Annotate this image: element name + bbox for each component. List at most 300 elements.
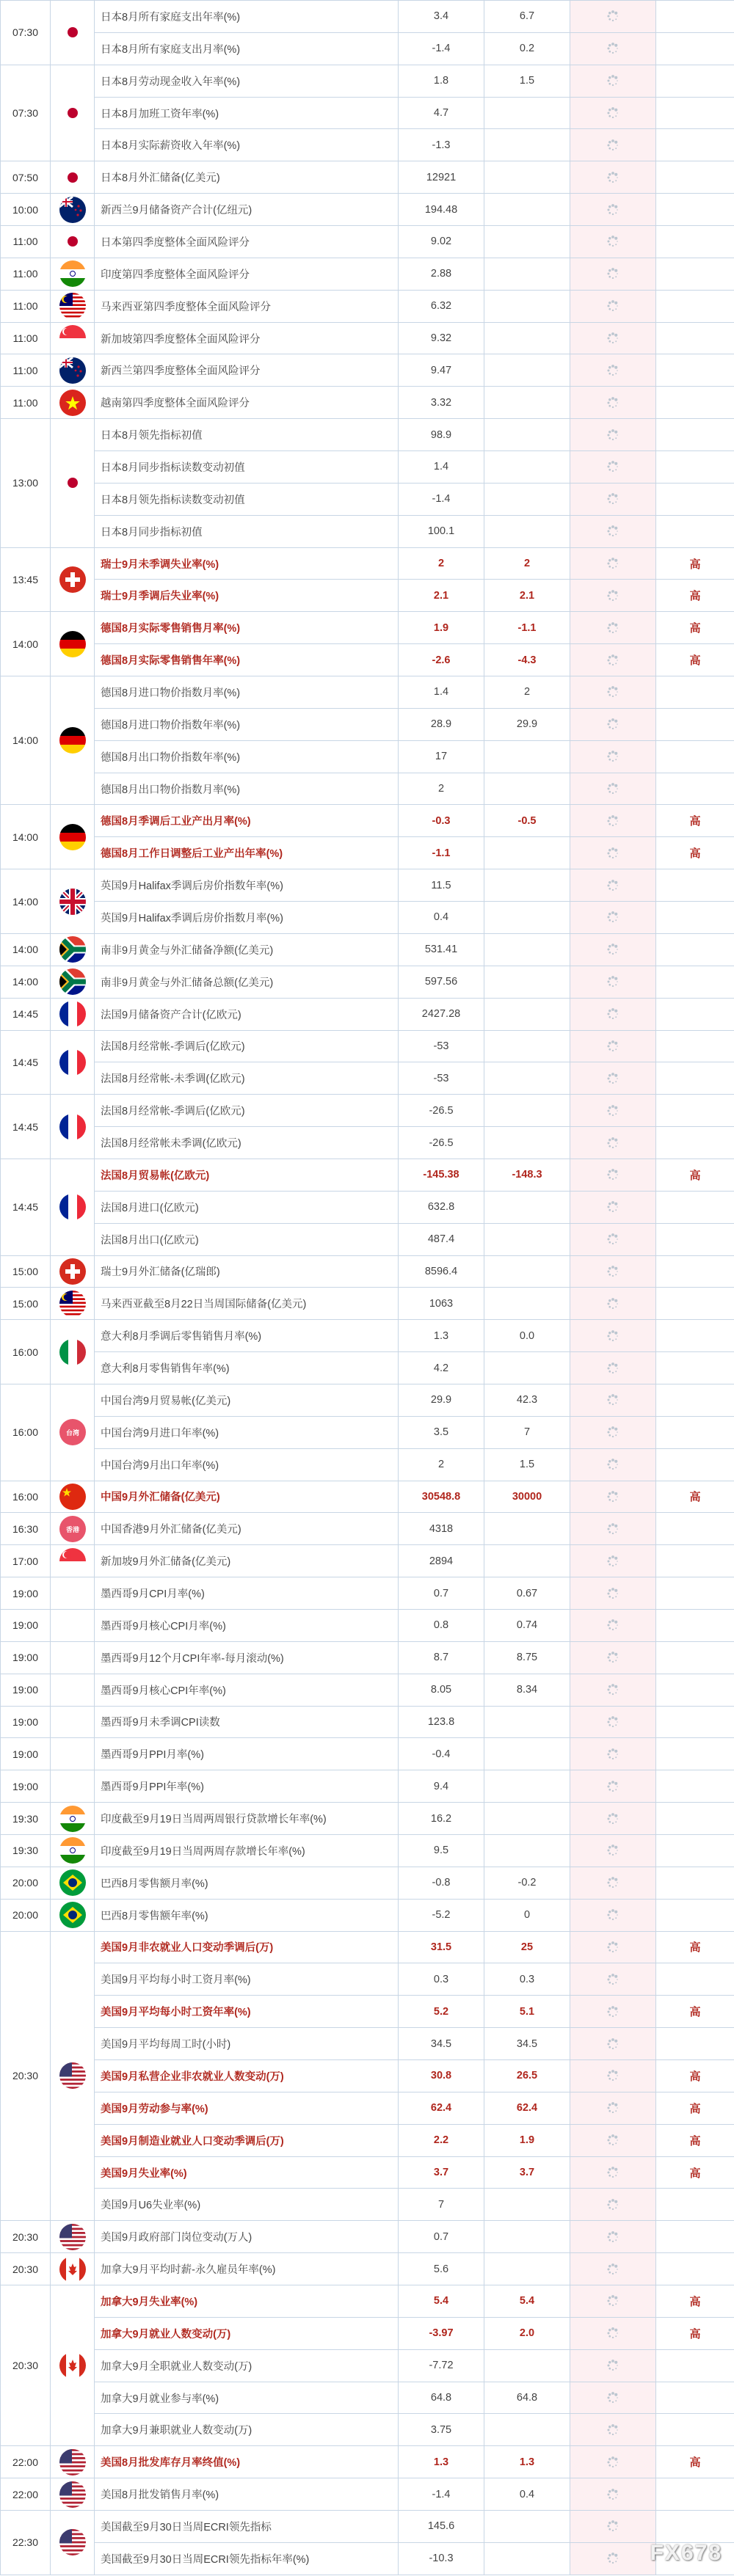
indicator-name[interactable]: 美国截至9月30日当周ECRI领先指标年率(%) bbox=[95, 2542, 399, 2575]
country-flag-cell bbox=[51, 290, 95, 322]
forecast-value bbox=[484, 740, 570, 773]
previous-value: -53 bbox=[399, 1030, 484, 1062]
calendar-row bbox=[1, 97, 734, 129]
indicator-name[interactable]: 法国8月经常帐未季调(亿欧元) bbox=[95, 1127, 399, 1159]
country-flag-cell bbox=[51, 1803, 95, 1835]
indicator-name[interactable]: 新加坡9月外汇储备(亿美元) bbox=[95, 1545, 399, 1577]
previous-value: 4318 bbox=[399, 1513, 484, 1545]
loading-spinner-icon bbox=[606, 1200, 619, 1214]
italy-flag-icon bbox=[59, 1339, 86, 1365]
china-flag-icon bbox=[59, 1484, 86, 1510]
actual-value-cell bbox=[570, 2060, 656, 2092]
actual-value-cell bbox=[570, 998, 656, 1030]
france-flag-icon bbox=[59, 1194, 86, 1220]
actual-value-cell bbox=[570, 1609, 656, 1641]
importance-label bbox=[656, 1320, 734, 1352]
indicator-name[interactable]: 法国8月经常帐-季调后(亿欧元) bbox=[95, 1030, 399, 1062]
previous-value: 3.5 bbox=[399, 1416, 484, 1448]
previous-value: 8.05 bbox=[399, 1674, 484, 1706]
forecast-value: 30000 bbox=[484, 1481, 570, 1513]
indicator-name[interactable]: 德国8月工作日调整后工业产出年率(%) bbox=[95, 837, 399, 869]
loading-spinner-icon bbox=[606, 621, 619, 635]
event-time: 14:00 bbox=[1, 933, 51, 966]
indicator-name[interactable]: 新西兰第四季度整体全面风险评分 bbox=[95, 354, 399, 387]
indicator-name[interactable]: 德国8月季调后工业产出月率(%) bbox=[95, 805, 399, 837]
actual-value-cell bbox=[570, 837, 656, 869]
forecast-value bbox=[484, 1095, 570, 1127]
importance-label bbox=[656, 740, 734, 773]
event-time: 11:00 bbox=[1, 387, 51, 419]
importance-label bbox=[656, 2349, 734, 2382]
indicator-name[interactable]: 瑞士9月未季调失业率(%) bbox=[95, 547, 399, 580]
event-time: 14:45 bbox=[1, 1159, 51, 1255]
importance-label bbox=[656, 708, 734, 740]
indicator-name[interactable]: 意大利8月季调后零售销售月率(%) bbox=[95, 1320, 399, 1352]
indicator-name[interactable]: 意大利8月零售销售年率(%) bbox=[95, 1352, 399, 1384]
importance-label bbox=[656, 387, 734, 419]
calendar-row bbox=[1, 1706, 734, 1738]
south-africa-flag-icon bbox=[59, 968, 86, 995]
indicator-name[interactable]: 日本8月领先指标初值 bbox=[95, 419, 399, 451]
calendar-row bbox=[1, 1834, 734, 1867]
united-states-flag-icon bbox=[59, 2529, 86, 2555]
united-states-flag-icon bbox=[59, 2062, 86, 2089]
importance-label bbox=[656, 1095, 734, 1127]
actual-value-cell bbox=[570, 1320, 656, 1352]
previous-value: 2.2 bbox=[399, 2124, 484, 2156]
country-flag-cell bbox=[51, 2285, 95, 2446]
calendar-row bbox=[1, 1577, 734, 1610]
indicator-name[interactable]: 德国8月实际零售销售年率(%) bbox=[95, 644, 399, 676]
event-time: 20:30 bbox=[1, 2221, 51, 2253]
forecast-value: 2.1 bbox=[484, 580, 570, 612]
forecast-value bbox=[484, 2349, 570, 2382]
forecast-value: 25 bbox=[484, 1931, 570, 1963]
loading-spinner-icon bbox=[606, 2166, 619, 2179]
actual-value-cell bbox=[570, 194, 656, 226]
importance-label bbox=[656, 2382, 734, 2414]
forecast-value bbox=[484, 387, 570, 419]
indicator-name[interactable]: 美国9月平均每小时工资年率(%) bbox=[95, 1996, 399, 2028]
loading-spinner-icon bbox=[606, 2391, 619, 2404]
indicator-name[interactable]: 印度第四季度整体全面风险评分 bbox=[95, 258, 399, 290]
actual-value-cell bbox=[570, 740, 656, 773]
importance-label: 高 bbox=[656, 1996, 734, 2028]
actual-value-cell bbox=[570, 1288, 656, 1320]
svg-text:台湾: 台湾 bbox=[65, 1430, 79, 1438]
indicator-name[interactable]: 德国8月进口物价指数年率(%) bbox=[95, 708, 399, 740]
loading-spinner-icon bbox=[606, 267, 619, 280]
previous-value: 194.48 bbox=[399, 194, 484, 226]
calendar-row bbox=[1, 258, 734, 290]
indicator-name[interactable]: 美国9月制造业就业人口变动季调后(万) bbox=[95, 2124, 399, 2156]
loading-spinner-icon bbox=[606, 589, 619, 602]
indicator-name[interactable]: 加拿大9月就业人数变动(万) bbox=[95, 2317, 399, 2349]
france-flag-icon bbox=[59, 1001, 86, 1027]
forecast-value: -1.1 bbox=[484, 612, 570, 644]
country-flag-cell bbox=[51, 1770, 95, 1803]
indicator-name[interactable]: 日本8月加班工资年率(%) bbox=[95, 97, 399, 129]
importance-label bbox=[656, 1803, 734, 1835]
indicator-name[interactable]: 巴西8月零售额月率(%) bbox=[95, 1867, 399, 1899]
fx678-watermark: FX678 bbox=[650, 2541, 722, 2565]
importance-label bbox=[656, 1867, 734, 1899]
previous-value: 28.9 bbox=[399, 708, 484, 740]
country-flag-cell bbox=[51, 1899, 95, 1931]
indicator-name[interactable]: 中国台湾9月出口年率(%) bbox=[95, 1448, 399, 1481]
actual-value-cell bbox=[570, 1513, 656, 1545]
new-zealand-flag-icon bbox=[59, 197, 86, 223]
forecast-value bbox=[484, 1803, 570, 1835]
event-time: 19:30 bbox=[1, 1834, 51, 1867]
importance-label bbox=[656, 1384, 734, 1416]
indicator-name[interactable]: 日本8月外汇储备(亿美元) bbox=[95, 161, 399, 194]
importance-label bbox=[656, 322, 734, 354]
actual-value-cell bbox=[570, 1191, 656, 1223]
loading-spinner-icon bbox=[606, 171, 619, 184]
calendar-row bbox=[1, 1996, 734, 2028]
forecast-value: 0.0 bbox=[484, 1320, 570, 1352]
calendar-row bbox=[1, 869, 734, 902]
south-africa-flag-icon bbox=[59, 936, 86, 963]
calendar-row bbox=[1, 1384, 734, 1416]
previous-value: -0.3 bbox=[399, 805, 484, 837]
indicator-name[interactable]: 日本8月所有家庭支出月率(%) bbox=[95, 32, 399, 65]
previous-value: -1.1 bbox=[399, 837, 484, 869]
indicator-name[interactable]: 墨西哥9月12个月CPI年率-每月滚动(%) bbox=[95, 1641, 399, 1674]
indicator-name[interactable]: 法国8月进口(亿欧元) bbox=[95, 1191, 399, 1223]
event-time: 14:00 bbox=[1, 805, 51, 869]
malaysia-flag-icon bbox=[59, 1291, 86, 1317]
calendar-row bbox=[1, 1191, 734, 1223]
japan-flag-icon bbox=[59, 470, 86, 496]
importance-label bbox=[656, 2189, 734, 2221]
calendar-row bbox=[1, 547, 734, 580]
indicator-name[interactable]: 日本第四季度整体全面风险评分 bbox=[95, 226, 399, 258]
calendar-row bbox=[1, 1899, 734, 1931]
event-time: 19:00 bbox=[1, 1770, 51, 1803]
indicator-name[interactable]: 加拿大9月兼职就业人数变动(万) bbox=[95, 2414, 399, 2446]
forecast-value: 34.5 bbox=[484, 2028, 570, 2060]
indicator-name[interactable]: 墨西哥9月CPI月率(%) bbox=[95, 1577, 399, 1610]
forecast-value bbox=[484, 290, 570, 322]
indicator-name[interactable]: 美国8月批发销售月率(%) bbox=[95, 2478, 399, 2511]
event-time: 11:00 bbox=[1, 322, 51, 354]
loading-spinner-icon bbox=[606, 1233, 619, 1246]
indicator-name[interactable]: 马来西亚第四季度整体全面风险评分 bbox=[95, 290, 399, 322]
indicator-name[interactable]: 墨西哥9月PPI年率(%) bbox=[95, 1770, 399, 1803]
forecast-value: 29.9 bbox=[484, 708, 570, 740]
country-flag-cell bbox=[51, 1095, 95, 1159]
event-time: 11:00 bbox=[1, 258, 51, 290]
indicator-name[interactable]: 德国8月进口物价指数月率(%) bbox=[95, 676, 399, 709]
previous-value: -7.72 bbox=[399, 2349, 484, 2382]
malaysia-flag-icon bbox=[59, 293, 86, 319]
event-time: 22:00 bbox=[1, 2446, 51, 2478]
loading-spinner-icon bbox=[606, 1941, 619, 1954]
importance-label bbox=[656, 226, 734, 258]
calendar-row bbox=[1, 2285, 734, 2318]
country-flag-cell bbox=[51, 161, 95, 194]
previous-value: 29.9 bbox=[399, 1384, 484, 1416]
indicator-name[interactable]: 墨西哥9月PPI月率(%) bbox=[95, 1738, 399, 1770]
indicator-name[interactable]: 加拿大9月全职就业人数变动(万) bbox=[95, 2349, 399, 2382]
actual-value-cell bbox=[570, 129, 656, 161]
country-flag-cell bbox=[51, 1288, 95, 1320]
loading-spinner-icon bbox=[606, 1522, 619, 1536]
calendar-row bbox=[1, 290, 734, 322]
loading-spinner-icon bbox=[606, 1973, 619, 1986]
indicator-name[interactable]: 法国8月贸易帐(亿欧元) bbox=[95, 1159, 399, 1191]
importance-label bbox=[656, 1899, 734, 1931]
actual-value-cell bbox=[570, 1931, 656, 1963]
previous-value: 34.5 bbox=[399, 2028, 484, 2060]
loading-spinner-icon bbox=[606, 1362, 619, 1375]
indicator-name[interactable]: 美国9月私营企业非农就业人数变动(万) bbox=[95, 2060, 399, 2092]
indicator-name[interactable]: 中国台湾9月进口年率(%) bbox=[95, 1416, 399, 1448]
indicator-name[interactable]: 越南第四季度整体全面风险评分 bbox=[95, 387, 399, 419]
indicator-name[interactable]: 墨西哥9月未季调CPI读数 bbox=[95, 1706, 399, 1738]
indicator-name[interactable]: 日本8月所有家庭支出年率(%) bbox=[95, 1, 399, 33]
loading-spinner-icon bbox=[606, 1393, 619, 1406]
indicator-name[interactable]: 瑞士9月外汇储备(亿瑞郎) bbox=[95, 1255, 399, 1288]
previous-value: 3.7 bbox=[399, 2156, 484, 2189]
previous-value: 2 bbox=[399, 773, 484, 805]
loading-spinner-icon bbox=[606, 1040, 619, 1053]
indicator-name[interactable]: 法国8月出口(亿欧元) bbox=[95, 1223, 399, 1255]
event-time: 11:00 bbox=[1, 354, 51, 387]
actual-value-cell bbox=[570, 258, 656, 290]
actual-value-cell bbox=[570, 515, 656, 547]
actual-value-cell bbox=[570, 676, 656, 709]
indicator-name[interactable]: 南非9月黄金与外汇储备总额(亿美元) bbox=[95, 966, 399, 998]
previous-value: 2.1 bbox=[399, 580, 484, 612]
actual-value-cell bbox=[570, 32, 656, 65]
loading-spinner-icon bbox=[606, 74, 619, 87]
indicator-name[interactable]: 瑞士9月季调后失业率(%) bbox=[95, 580, 399, 612]
loading-spinner-icon bbox=[606, 1780, 619, 1793]
forecast-value: 8.75 bbox=[484, 1641, 570, 1674]
loading-spinner-icon bbox=[606, 975, 619, 988]
actual-value-cell bbox=[570, 354, 656, 387]
indicator-name[interactable]: 美国8月批发库存月率终值(%) bbox=[95, 2446, 399, 2478]
event-time: 07:50 bbox=[1, 161, 51, 194]
indicator-name[interactable]: 中国香港9月外汇储备(亿美元) bbox=[95, 1513, 399, 1545]
indicator-name[interactable]: 墨西哥9月核心CPI年率(%) bbox=[95, 1674, 399, 1706]
calendar-row bbox=[1, 2124, 734, 2156]
indicator-name[interactable]: 加拿大9月失业率(%) bbox=[95, 2285, 399, 2318]
indicator-name[interactable]: 美国9月U6失业率(%) bbox=[95, 2189, 399, 2221]
indicator-name[interactable]: 美国9月失业率(%) bbox=[95, 2156, 399, 2189]
previous-value: 64.8 bbox=[399, 2382, 484, 2414]
importance-label: 高 bbox=[656, 805, 734, 837]
importance-label: 高 bbox=[656, 2285, 734, 2318]
calendar-row bbox=[1, 1448, 734, 1481]
actual-value-cell bbox=[570, 2446, 656, 2478]
indicator-name[interactable]: 美国9月非农就业人口变动季调后(万) bbox=[95, 1931, 399, 1963]
actual-value-cell bbox=[570, 1803, 656, 1835]
forecast-value bbox=[484, 194, 570, 226]
indicator-name[interactable]: 美国9月平均每小时工资月率(%) bbox=[95, 1963, 399, 1996]
importance-label bbox=[656, 966, 734, 998]
forecast-value bbox=[484, 419, 570, 451]
indicator-name[interactable]: 印度截至9月19日当周两周银行贷款增长年率(%) bbox=[95, 1803, 399, 1835]
importance-label bbox=[656, 1288, 734, 1320]
country-flag-cell bbox=[51, 1320, 95, 1384]
forecast-value: -0.2 bbox=[484, 1867, 570, 1899]
event-time: 07:30 bbox=[1, 1, 51, 65]
actual-value-cell bbox=[570, 1577, 656, 1610]
forecast-value bbox=[484, 869, 570, 902]
previous-value: 0.7 bbox=[399, 1577, 484, 1610]
previous-value: 11.5 bbox=[399, 869, 484, 902]
previous-value: 531.41 bbox=[399, 933, 484, 966]
indicator-name[interactable]: 德国8月出口物价指数年率(%) bbox=[95, 740, 399, 773]
importance-label bbox=[656, 65, 734, 97]
event-time: 14:45 bbox=[1, 1030, 51, 1095]
previous-value: 2 bbox=[399, 547, 484, 580]
actual-value-cell bbox=[570, 419, 656, 451]
actual-value-cell bbox=[570, 547, 656, 580]
indicator-name[interactable]: 德国8月出口物价指数月率(%) bbox=[95, 773, 399, 805]
indicator-name[interactable]: 巴西8月零售额年率(%) bbox=[95, 1899, 399, 1931]
event-time: 14:00 bbox=[1, 676, 51, 805]
event-time: 20:30 bbox=[1, 2253, 51, 2285]
event-time: 19:00 bbox=[1, 1674, 51, 1706]
loading-spinner-icon bbox=[606, 2456, 619, 2469]
forecast-value: 64.8 bbox=[484, 2382, 570, 2414]
indicator-name[interactable]: 加拿大9月平均时薪-永久雇员年率(%) bbox=[95, 2253, 399, 2285]
calendar-row bbox=[1, 740, 734, 773]
actual-value-cell bbox=[570, 1448, 656, 1481]
indicator-name[interactable]: 英国9月Halifax季调后房价指数年率(%) bbox=[95, 869, 399, 902]
importance-label bbox=[656, 1577, 734, 1610]
indicator-name[interactable]: 印度截至9月19日当周两周存款增长年率(%) bbox=[95, 1834, 399, 1867]
loading-spinner-icon bbox=[606, 2069, 619, 2082]
calendar-row bbox=[1, 1867, 734, 1899]
previous-value: 1.4 bbox=[399, 451, 484, 484]
forecast-value: 0.74 bbox=[484, 1609, 570, 1641]
indicator-name[interactable]: 美国9月平均每周工时(小时) bbox=[95, 2028, 399, 2060]
importance-label bbox=[656, 2414, 734, 2446]
event-time: 19:00 bbox=[1, 1609, 51, 1641]
importance-label: 高 bbox=[656, 2060, 734, 2092]
actual-value-cell bbox=[570, 1384, 656, 1416]
indicator-name[interactable]: 日本8月领先指标读数变动初值 bbox=[95, 483, 399, 515]
actual-value-cell bbox=[570, 612, 656, 644]
event-time: 13:45 bbox=[1, 547, 51, 612]
indicator-name[interactable]: 日本8月劳动现金收入年率(%) bbox=[95, 65, 399, 97]
actual-value-cell bbox=[570, 483, 656, 515]
previous-value: 123.8 bbox=[399, 1706, 484, 1738]
importance-label bbox=[656, 1738, 734, 1770]
indicator-name[interactable]: 新加坡第四季度整体全面风险评分 bbox=[95, 322, 399, 354]
indicator-name[interactable]: 美国截至9月30日当周ECRI领先指标 bbox=[95, 2511, 399, 2543]
calendar-row bbox=[1, 1255, 734, 1288]
previous-value: 30.8 bbox=[399, 2060, 484, 2092]
indicator-name[interactable]: 中国9月外汇储备(亿美元) bbox=[95, 1481, 399, 1513]
indicator-name[interactable]: 日本8月同步指标初值 bbox=[95, 515, 399, 547]
forecast-value bbox=[484, 2511, 570, 2543]
indicator-name[interactable]: 新西兰9月储备资产合计(亿纽元) bbox=[95, 194, 399, 226]
brazil-flag-icon bbox=[59, 1869, 86, 1896]
indicator-name[interactable]: 美国9月劳动参与率(%) bbox=[95, 2092, 399, 2124]
importance-label bbox=[656, 676, 734, 709]
calendar-row bbox=[1, 580, 734, 612]
indicator-name[interactable]: 南非9月黄金与外汇储备净额(亿美元) bbox=[95, 933, 399, 966]
forecast-value bbox=[484, 2542, 570, 2575]
indicator-name[interactable]: 中国台湾9月贸易帐(亿美元) bbox=[95, 1384, 399, 1416]
previous-value: 2894 bbox=[399, 1545, 484, 1577]
previous-value: -53 bbox=[399, 1062, 484, 1095]
event-time: 19:00 bbox=[1, 1641, 51, 1674]
indicator-name[interactable]: 日本8月同步指标读数变动初值 bbox=[95, 451, 399, 484]
loading-spinner-icon bbox=[606, 492, 619, 506]
calendar-row bbox=[1, 2349, 734, 2382]
indicator-name[interactable]: 加拿大9月就业参与率(%) bbox=[95, 2382, 399, 2414]
forecast-value: 1.5 bbox=[484, 65, 570, 97]
actual-value-cell bbox=[570, 2317, 656, 2349]
calendar-row bbox=[1, 2028, 734, 2060]
importance-label bbox=[656, 998, 734, 1030]
actual-value-cell bbox=[570, 2221, 656, 2253]
importance-label bbox=[656, 419, 734, 451]
loading-spinner-icon bbox=[606, 2037, 619, 2051]
importance-label bbox=[656, 1352, 734, 1384]
importance-label bbox=[656, 1513, 734, 1545]
calendar-row bbox=[1, 1674, 734, 1706]
previous-value: 4.7 bbox=[399, 97, 484, 129]
indicator-name[interactable]: 法国8月经常帐-季调后(亿欧元) bbox=[95, 1095, 399, 1127]
canada-flag-icon bbox=[59, 2352, 86, 2379]
actual-value-cell bbox=[570, 290, 656, 322]
calendar-row bbox=[1, 676, 734, 709]
indicator-name[interactable]: 日本8月实际薪资收入年率(%) bbox=[95, 129, 399, 161]
indicator-name[interactable]: 德国8月实际零售销售月率(%) bbox=[95, 612, 399, 644]
loading-spinner-icon bbox=[606, 1136, 619, 1150]
actual-value-cell bbox=[570, 2542, 656, 2575]
svg-text:香港: 香港 bbox=[65, 1526, 79, 1534]
importance-label bbox=[656, 1448, 734, 1481]
importance-label: 高 bbox=[656, 644, 734, 676]
actual-value-cell bbox=[570, 1255, 656, 1288]
indicator-name[interactable]: 墨西哥9月核心CPI月率(%) bbox=[95, 1609, 399, 1641]
indicator-name[interactable]: 英国9月Halifax季调后房价指数月率(%) bbox=[95, 902, 399, 934]
actual-value-cell bbox=[570, 2092, 656, 2124]
forecast-value bbox=[484, 2253, 570, 2285]
forecast-value bbox=[484, 1191, 570, 1223]
importance-label bbox=[656, 2028, 734, 2060]
calendar-row bbox=[1, 2060, 734, 2092]
forecast-value: -4.3 bbox=[484, 644, 570, 676]
indicator-name[interactable]: 法国9月储备资产合计(亿欧元) bbox=[95, 998, 399, 1030]
country-flag-cell bbox=[51, 2221, 95, 2253]
country-flag-cell bbox=[51, 1641, 95, 1674]
calendar-row bbox=[1, 226, 734, 258]
event-time: 07:30 bbox=[1, 65, 51, 161]
importance-label bbox=[656, 194, 734, 226]
actual-value-cell bbox=[570, 1641, 656, 1674]
loading-spinner-icon bbox=[606, 364, 619, 377]
forecast-value: 0 bbox=[484, 1899, 570, 1931]
importance-label bbox=[656, 1770, 734, 1803]
indicator-name[interactable]: 美国9月政府部门岗位变动(万人) bbox=[95, 2221, 399, 2253]
indicator-name[interactable]: 马来西亚截至8月22日当周国际储备(亿美元) bbox=[95, 1288, 399, 1320]
indicator-name[interactable]: 法国8月经常帐-未季调(亿欧元) bbox=[95, 1062, 399, 1095]
previous-value: 1.9 bbox=[399, 612, 484, 644]
calendar-row bbox=[1, 933, 734, 966]
switzerland-flag-icon bbox=[59, 1258, 86, 1285]
